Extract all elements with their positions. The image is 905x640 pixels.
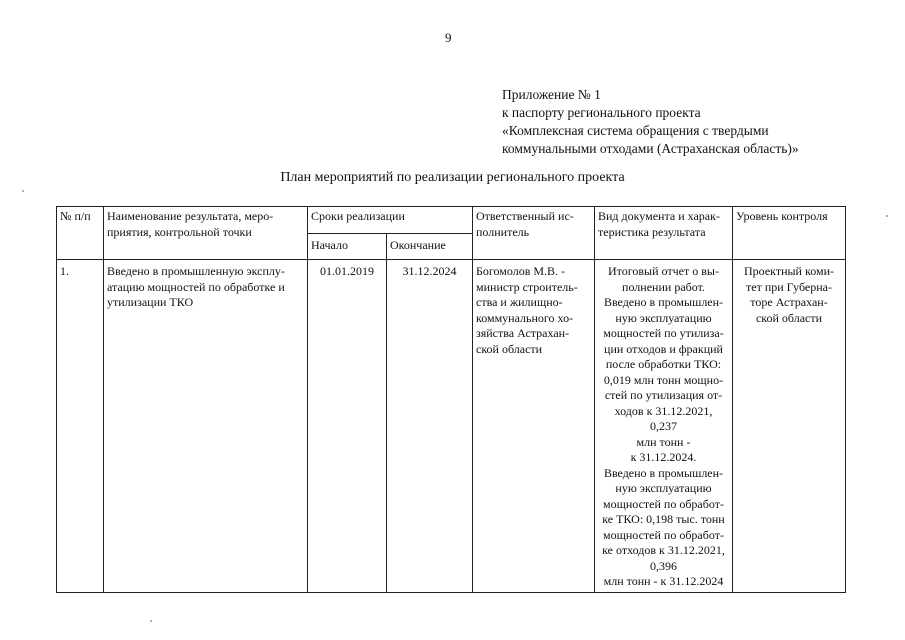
cell-doc-line: Введено в промышлен-	[603, 465, 724, 480]
cell-responsible-line: зяйства Астрахан-	[476, 326, 570, 340]
header-name	[104, 207, 308, 260]
page-number: 9	[445, 30, 452, 45]
cell-name-line: Введено в промышленную эксплу-	[107, 264, 285, 278]
scan-speck	[886, 215, 888, 217]
header-doc-line: теристика результата	[598, 224, 706, 239]
cell-doc-line: млн тонн - к 31.12.2024	[603, 574, 724, 588]
table-row	[57, 260, 846, 593]
appendix-line-3: «Комплексная система обращения с твердыми	[502, 123, 769, 138]
appendix-line-2: к паспорту регионального проекта	[502, 105, 701, 120]
cell-doc-line: к 31.12.2024.	[630, 450, 697, 464]
cell-responsible-line: ства и жилищно-	[476, 295, 563, 309]
cell-doc-line: мощностей по утилиза-	[603, 326, 724, 340]
cell-doc-line: Итоговый отчет о вы-	[608, 264, 719, 278]
scan-speck	[22, 190, 24, 192]
cell-doc-line: млн тонн -	[636, 434, 691, 449]
cell-doc-line: ную эксплуатацию	[615, 310, 712, 325]
header-name-line: приятия, контрольной точки	[107, 224, 252, 239]
cell-name-line: утилизации ТКО	[107, 295, 194, 309]
cell-doc-line: ходов к 31.12.2021,	[614, 403, 713, 418]
cell-doc-line: полнении работ.	[622, 279, 705, 294]
cell-doc-line: 0,396	[650, 558, 677, 573]
cell-level-line: ской области	[755, 310, 823, 325]
cell-doc-line: мощностей по обработ-	[603, 496, 724, 511]
cell-name-line: атацию мощностей по обработке и	[107, 279, 285, 294]
appendix-line-1: Приложение № 1	[502, 87, 601, 102]
cell-doc-line: ке отходов к 31.12.2021,	[602, 543, 725, 557]
header-start: Начало	[308, 234, 387, 260]
cell-doc-line: после обработки ТКО:	[605, 357, 722, 371]
cell-doc-line: стей по утилизация от-	[604, 388, 723, 402]
header-name-line: Наименование результата, меро-	[107, 209, 274, 223]
scan-speck	[150, 620, 152, 622]
cell-responsible-line: Богомолов М.В. -	[476, 264, 566, 278]
cell-doc-line: 0,019 млн тонн мощно-	[603, 372, 724, 387]
cell-doc-line: мощностей по обработ-	[603, 527, 724, 542]
cell-responsible	[473, 260, 595, 593]
cell-responsible-line: ской области	[476, 341, 543, 356]
header-num: № п/п	[57, 207, 104, 260]
header-end: Окончание	[387, 234, 473, 260]
header-responsible-line: полнитель	[476, 224, 530, 239]
plan-title: План мероприятий по реализации регионального проекта	[280, 170, 625, 185]
header-responsible-line: Ответственный ис-	[476, 209, 574, 223]
cell-level-line: Проектный коми-	[744, 264, 834, 278]
header-doc-line: Вид документа и харак-	[598, 209, 720, 223]
header-level: Уровень контроля	[733, 207, 846, 260]
cell-doc-line: ную эксплуатацию	[615, 481, 712, 495]
header-doc	[595, 207, 733, 260]
cell-doc-line: Введено в промышлен-	[603, 295, 724, 309]
cell-doc	[595, 260, 733, 593]
cell-doc-line: ке ТКО: 0,198 тыс. тонн	[602, 512, 725, 526]
appendix-line-4: коммунальными отходами (Астраханская область)»	[502, 141, 799, 156]
cell-responsible-line: министр строитель-	[476, 279, 578, 294]
header-responsible	[473, 207, 595, 260]
cell-doc-line: 0,237	[650, 419, 677, 433]
cell-responsible-line: коммунального хо-	[476, 310, 574, 325]
cell-start: 01.01.2019	[308, 260, 387, 593]
cell-level-line: тет при Губерна-	[746, 279, 832, 294]
action-plan-table	[56, 206, 846, 593]
cell-end: 31.12.2024	[387, 260, 473, 593]
header-terms: Сроки реализации	[308, 207, 473, 234]
cell-num: 1.	[57, 260, 104, 593]
appendix-heading	[502, 86, 799, 158]
cell-level-line: торе Астрахан-	[750, 295, 828, 309]
cell-level	[733, 260, 846, 593]
cell-doc-line: ции отходов и фракций	[604, 341, 723, 356]
cell-name	[104, 260, 308, 593]
